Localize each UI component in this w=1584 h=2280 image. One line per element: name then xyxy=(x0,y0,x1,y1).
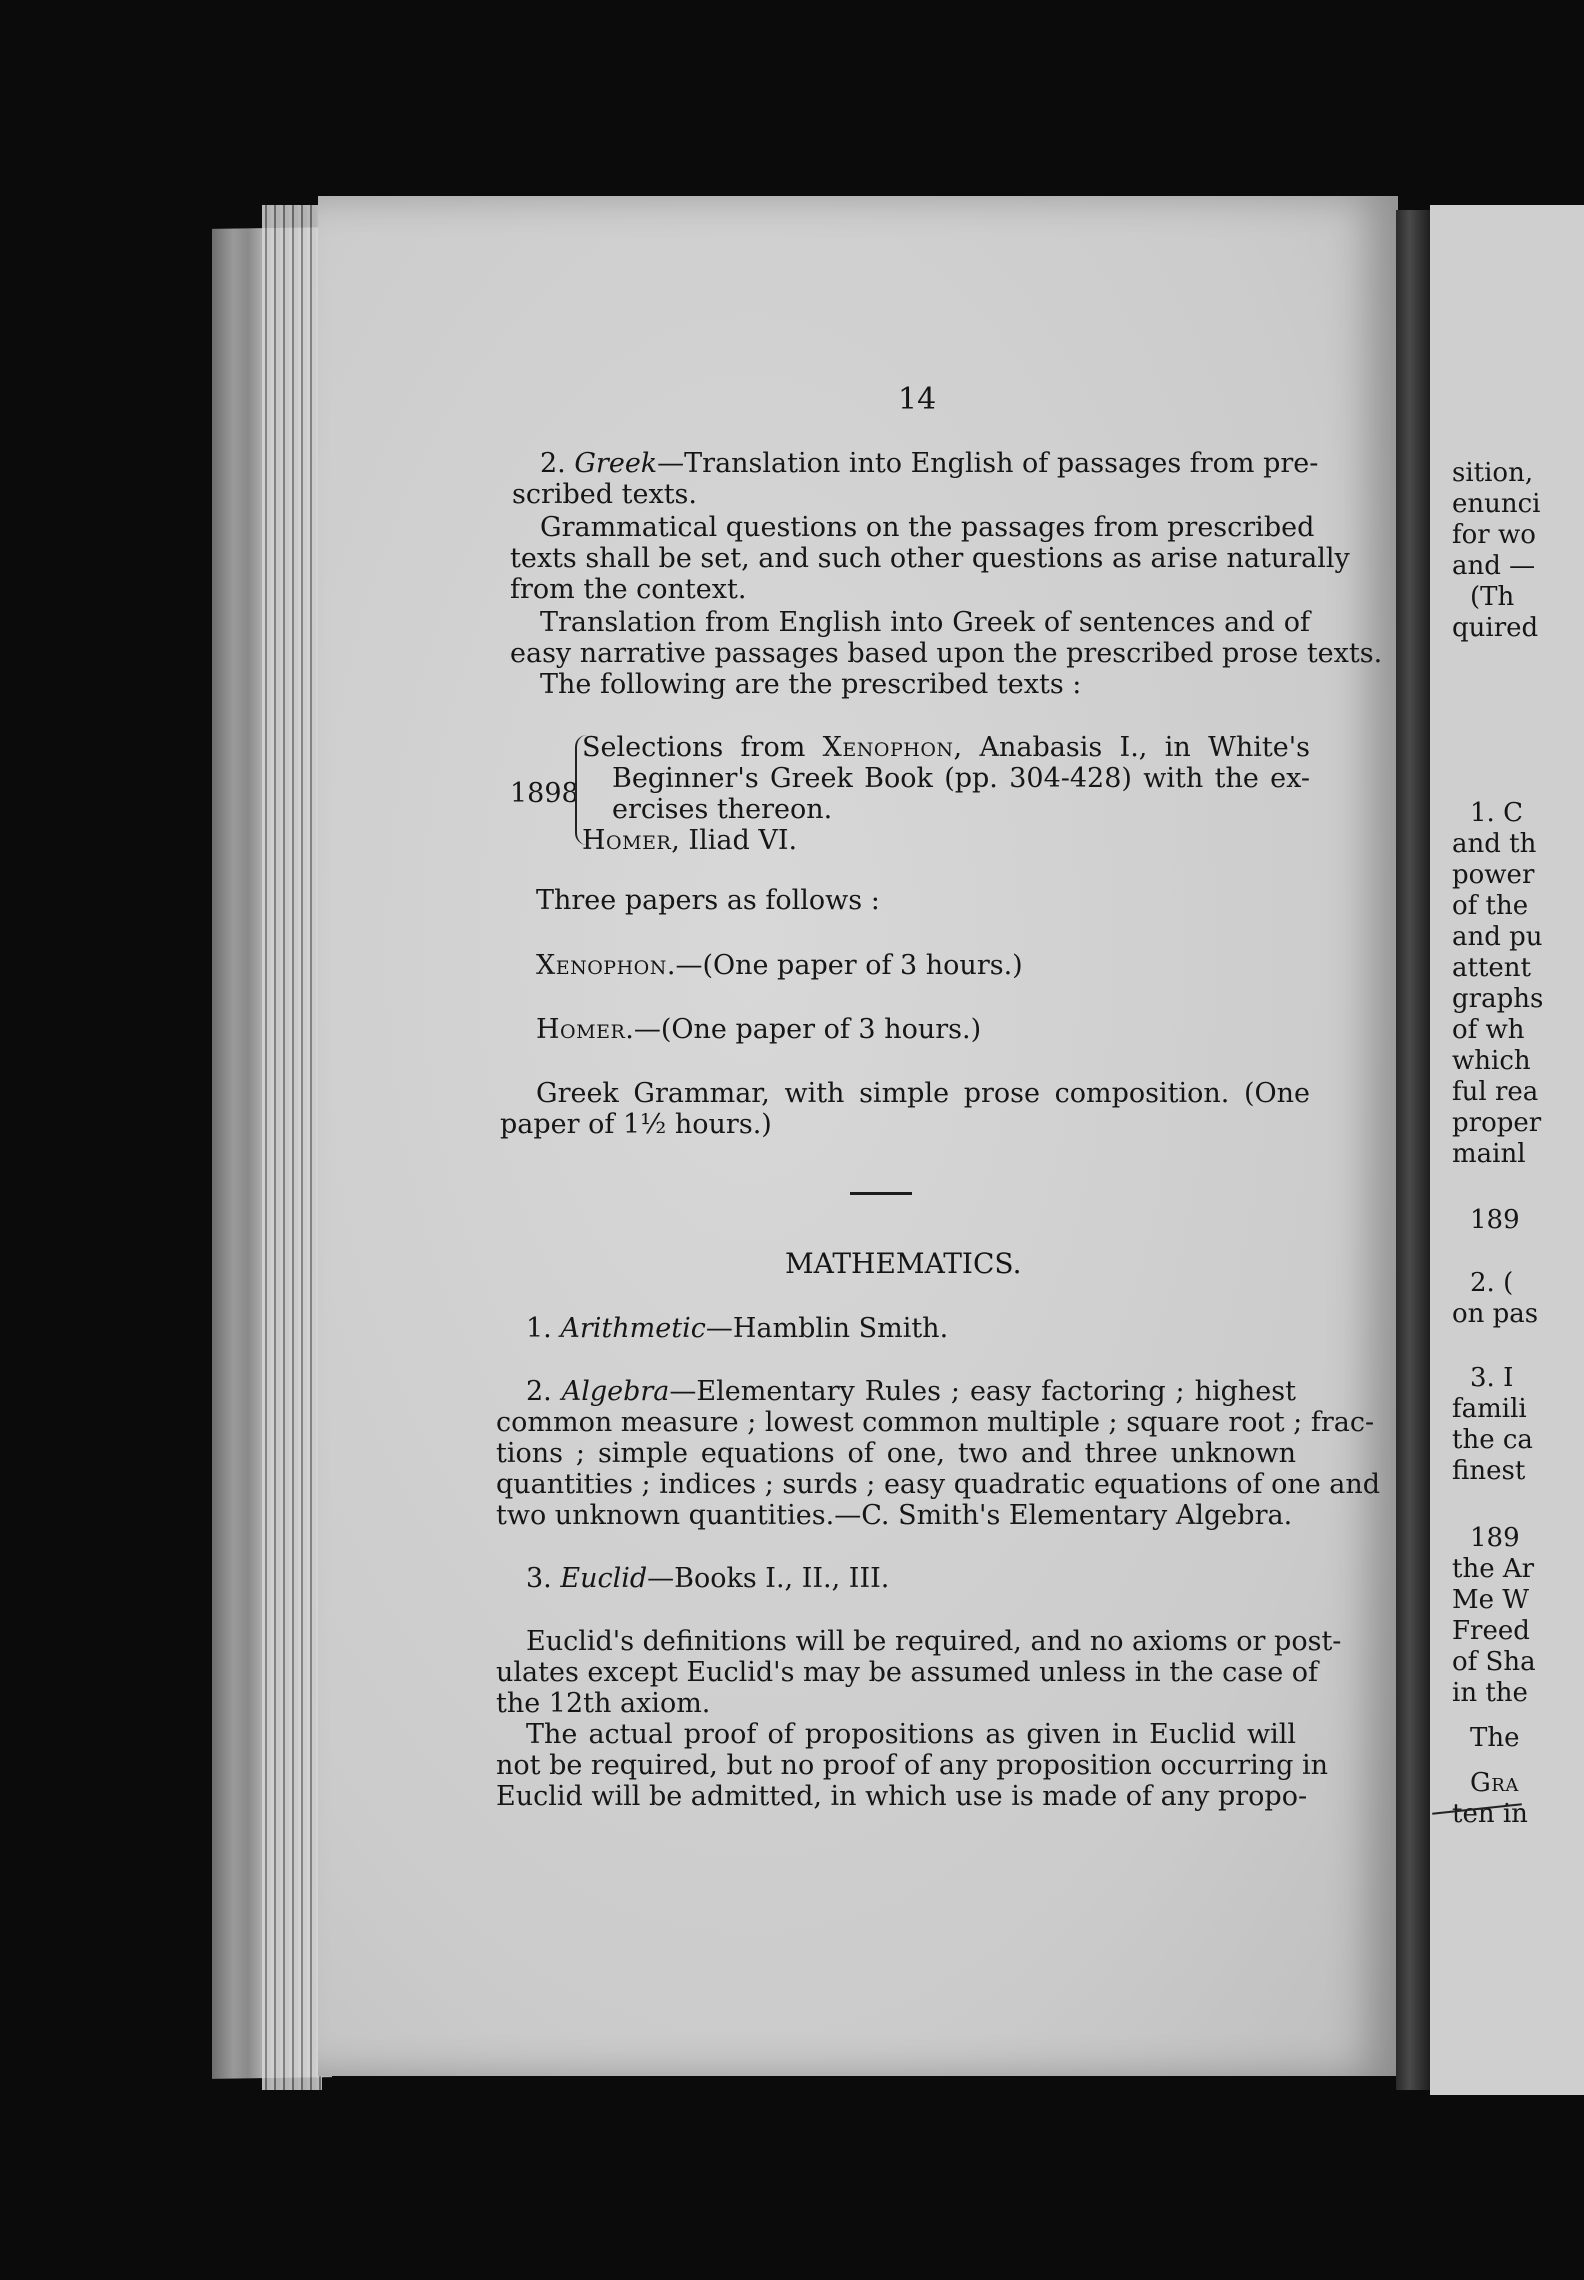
section-heading: MATHEMATICS. xyxy=(785,1247,1022,1280)
right-page-line: quired xyxy=(1452,613,1539,643)
right-page-line: which xyxy=(1452,1046,1531,1076)
section-divider xyxy=(850,1192,912,1195)
right-page-line: The xyxy=(1470,1723,1520,1753)
right-page-line: famili xyxy=(1452,1394,1527,1424)
text-line: easy narrative passages based upon the prescribed prose texts. xyxy=(510,638,1383,669)
text-line: Beginner's Greek Book (pp. 304-428) with the ex- xyxy=(612,763,1310,794)
right-page-line: mainl xyxy=(1452,1139,1526,1169)
text-line: ercises thereon. xyxy=(612,794,833,825)
text-line: The actual proof of propositions as given in Euclid will xyxy=(526,1719,1296,1750)
section-number: 1. xyxy=(526,1313,552,1344)
text-fragment: .—(One paper of 3 hours.) xyxy=(666,950,1023,981)
right-page-line: graphs xyxy=(1452,984,1544,1014)
text-line: —Translation into English of passages from pre- xyxy=(657,448,1319,479)
text-line: Grammatical questions on the passages from prescribed xyxy=(540,512,1315,543)
text-fragment: .—(One paper of 3 hours.) xyxy=(625,1014,982,1045)
text-fragment: , Iliad VI. xyxy=(671,825,798,856)
right-page-line: 189 xyxy=(1470,1205,1520,1235)
bracket-brace xyxy=(575,735,591,845)
right-page-line: finest xyxy=(1452,1456,1526,1486)
text-line: Three papers as follows : xyxy=(536,885,880,916)
arithmetic-line xyxy=(526,1313,948,1344)
text-line: The following are the prescribed texts : xyxy=(540,669,1082,700)
year-label: 1898 xyxy=(510,778,579,809)
section-title: Algebra xyxy=(561,1376,670,1407)
right-page-line: attent xyxy=(1452,953,1531,983)
right-page-line: 1. C xyxy=(1470,798,1523,828)
text-line: not be required, but no proof of any proposition occurring in xyxy=(496,1750,1329,1781)
text-line: from the context. xyxy=(510,574,747,605)
section-title: Greek xyxy=(574,448,658,479)
right-page-line: the Ar xyxy=(1452,1554,1535,1584)
book-gutter xyxy=(1396,210,1430,2090)
text-line: paper of 1½ hours.) xyxy=(500,1109,772,1140)
right-page-line: proper xyxy=(1452,1108,1542,1138)
right-page-line: of Sha xyxy=(1452,1647,1536,1677)
text-line: scribed texts. xyxy=(512,479,697,510)
text-line: two unknown quantities.—C. Smith's Elementary Algebra. xyxy=(496,1500,1293,1531)
author-name: Xenophon xyxy=(822,732,954,763)
right-page-line: enunci xyxy=(1452,489,1541,519)
right-page-line: of wh xyxy=(1452,1015,1525,1045)
text-fragment: —Elementary Rules ; easy factoring ; highest xyxy=(669,1376,1296,1407)
right-page-line: Gra xyxy=(1470,1768,1519,1798)
greek-para-1-line-1 xyxy=(540,448,1319,479)
right-page-line: 3. I xyxy=(1470,1363,1514,1393)
text-line: Translation from English into Greek of sentences and of xyxy=(540,607,1310,638)
right-page-line: 189 xyxy=(1470,1523,1520,1553)
section-title: Arithmetic xyxy=(560,1313,706,1344)
text-fragment: —Hamblin Smith. xyxy=(705,1313,949,1344)
text-line: tions ; simple equations of one, two and three unknown xyxy=(496,1438,1296,1469)
section-number: 2. xyxy=(540,448,566,479)
right-page-line: on pas xyxy=(1452,1299,1539,1329)
right-page-line: of the xyxy=(1452,891,1529,921)
section-title: Euclid xyxy=(560,1563,648,1594)
page-number: 14 xyxy=(898,382,937,417)
text-fragment: , Anabasis I., in White's xyxy=(953,732,1310,763)
section-number: 3. xyxy=(526,1563,552,1594)
text-line: texts shall be set, and such other questions as arise naturally xyxy=(510,543,1350,574)
text-line: Greek Grammar, with simple prose composition. (One xyxy=(536,1078,1310,1109)
right-page-line: and th xyxy=(1452,829,1537,859)
text-fragment: Selections from xyxy=(582,732,823,763)
right-page-line: for wo xyxy=(1452,520,1536,550)
author-name: Xenophon xyxy=(536,950,667,981)
right-page-line: the ca xyxy=(1452,1425,1533,1455)
author-name: Homer xyxy=(582,825,672,856)
algebra-line-1 xyxy=(526,1376,1296,1407)
right-page-line: ten in xyxy=(1452,1799,1528,1829)
right-page-line: 2. ( xyxy=(1470,1268,1514,1298)
text-line: the 12th axiom. xyxy=(496,1688,711,1719)
right-page-line: and pu xyxy=(1452,922,1543,952)
right-page-line: Freed xyxy=(1452,1616,1530,1646)
right-page-line: ful rea xyxy=(1452,1077,1539,1107)
selection-line-1 xyxy=(582,732,1310,763)
text-fragment: —Books I., II., III. xyxy=(647,1563,890,1594)
section-number: 2. xyxy=(526,1376,552,1407)
text-line: quantities ; indices ; surds ; easy quadratic equations of one and xyxy=(496,1469,1381,1500)
right-page-line: sition, xyxy=(1452,458,1534,488)
right-page-line: power xyxy=(1452,860,1535,890)
paper-line-1 xyxy=(536,950,1023,981)
right-page-line: Me W xyxy=(1452,1585,1529,1615)
text-line: common measure ; lowest common multiple ; square root ; frac- xyxy=(496,1407,1375,1438)
euclid-line xyxy=(526,1563,889,1594)
selection-line-4 xyxy=(582,825,797,856)
paper-line-2 xyxy=(536,1014,981,1045)
right-page-line: (Th xyxy=(1470,582,1515,612)
right-page-line: and — xyxy=(1452,551,1536,581)
page-edge-lines xyxy=(262,205,322,2090)
text-line: Euclid's definitions will be required, and no axioms or post- xyxy=(526,1626,1342,1657)
text-line: Euclid will be admitted, in which use is made of any propo- xyxy=(496,1781,1308,1812)
author-name: Homer xyxy=(536,1014,626,1045)
right-page-line: in the xyxy=(1452,1678,1528,1708)
text-line: ulates except Euclid's may be assumed unless in the case of xyxy=(496,1657,1319,1688)
